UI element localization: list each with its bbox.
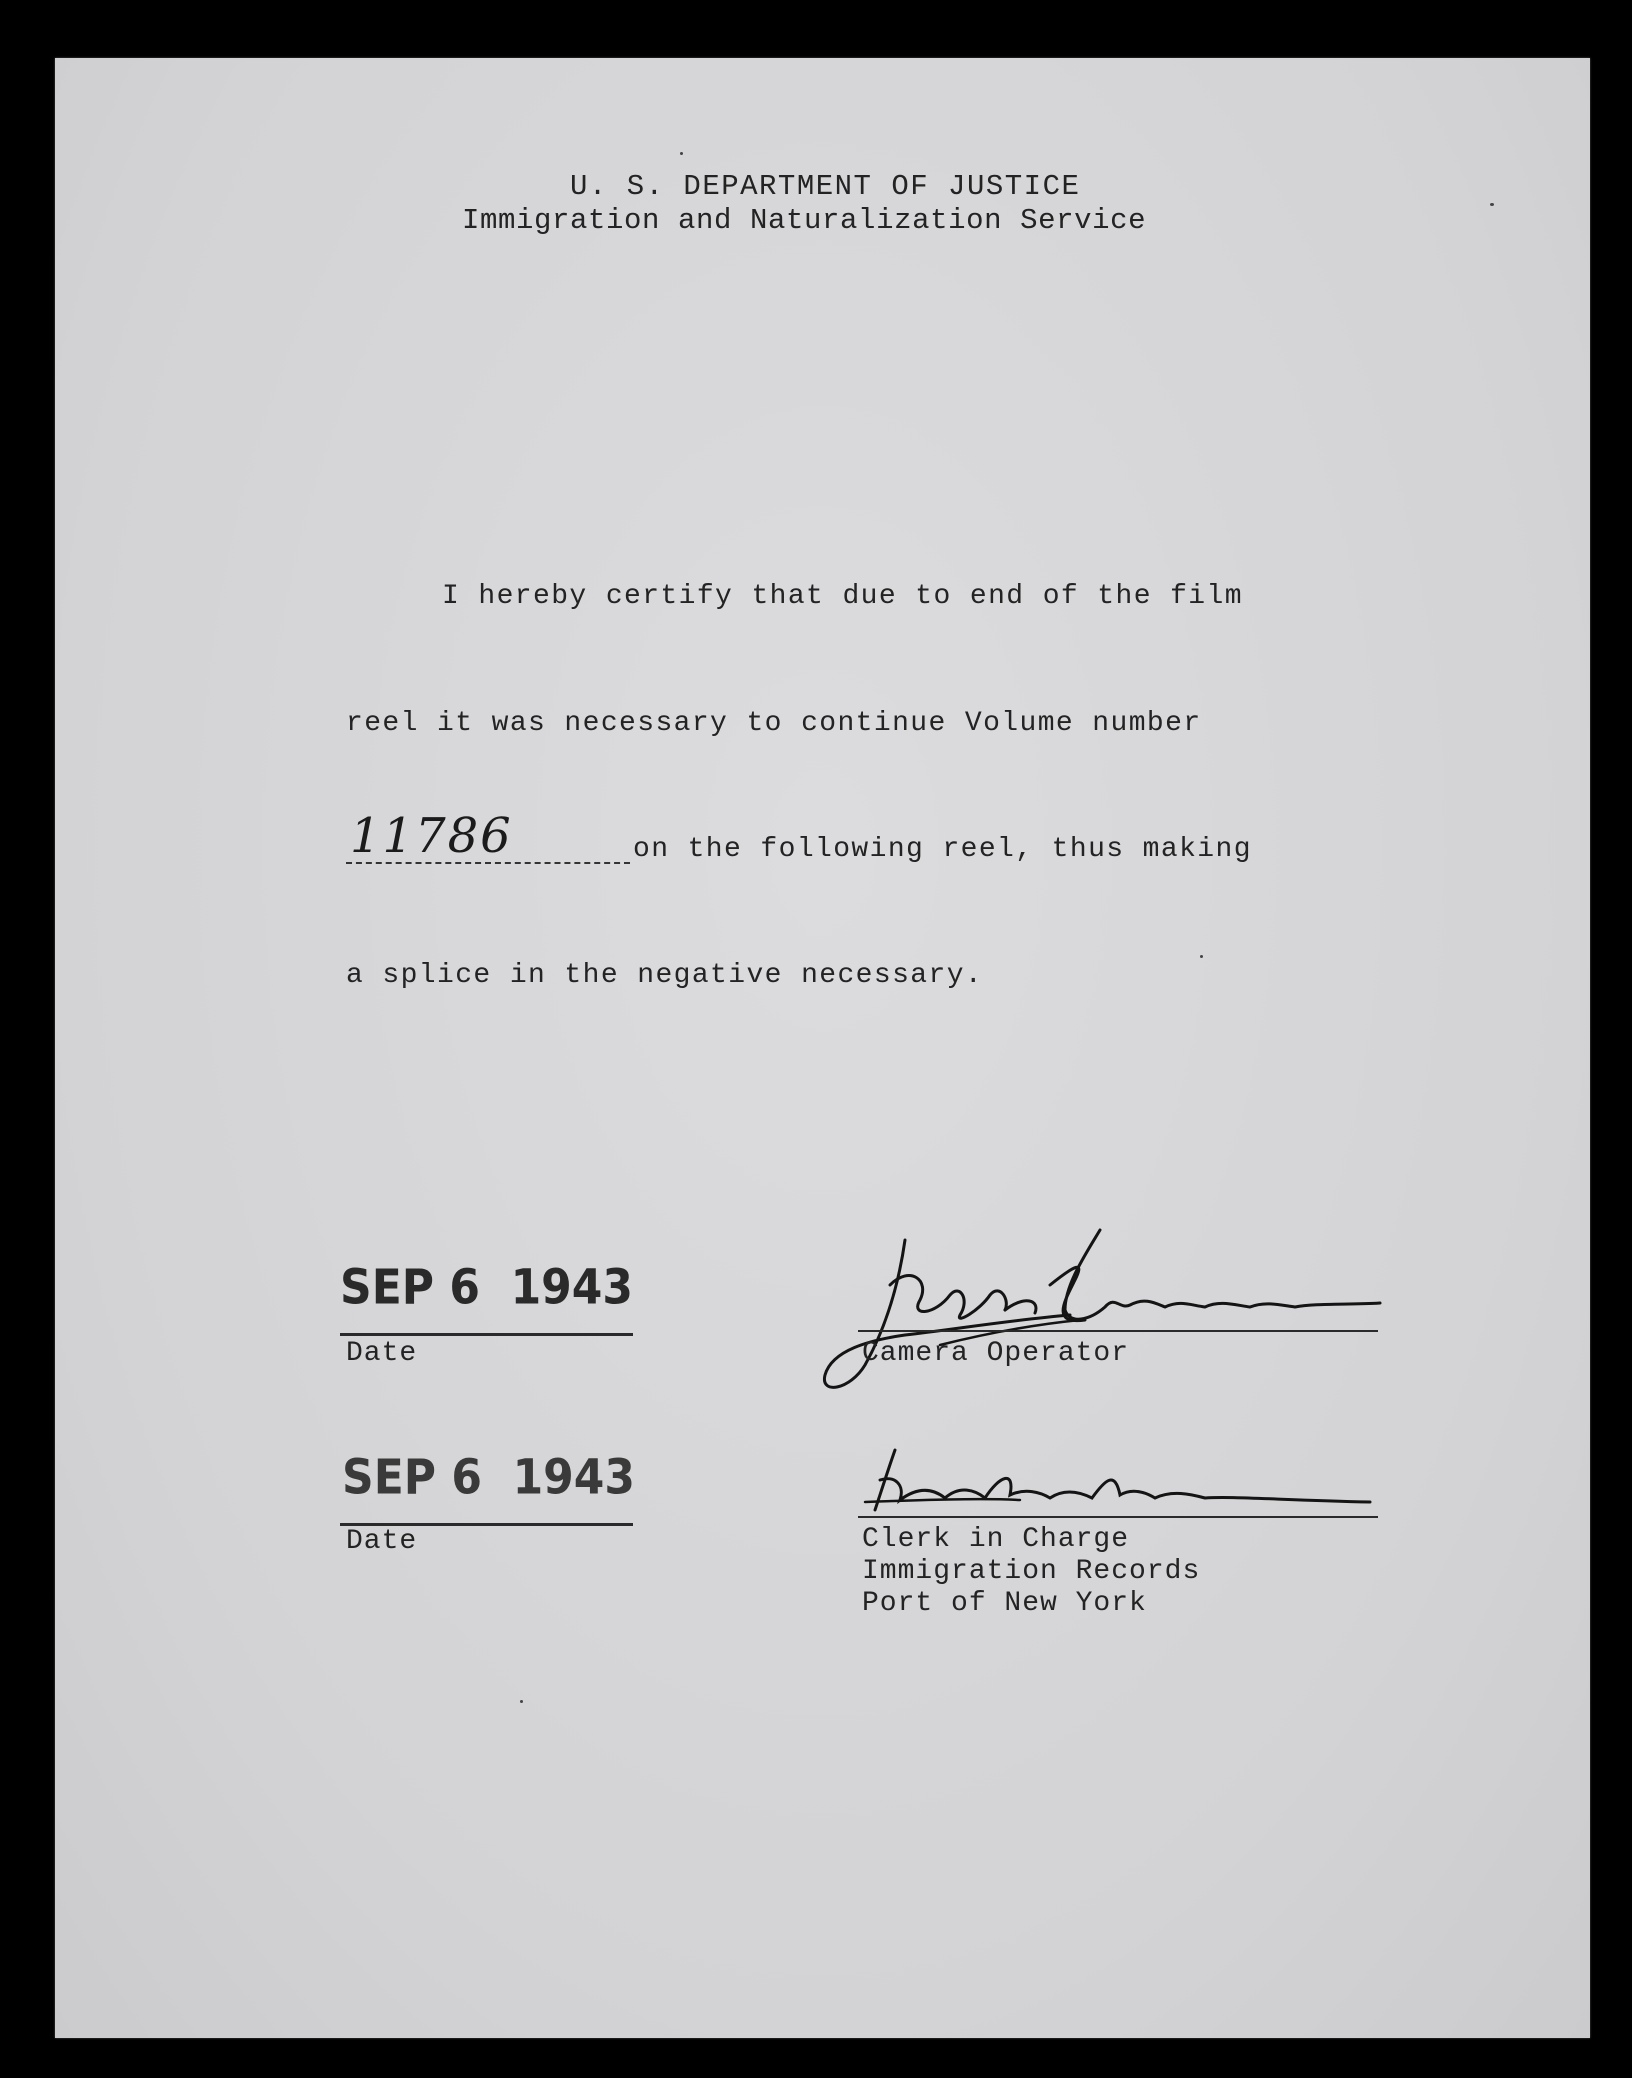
date-stamp-2: SEP 6 1943	[342, 1449, 636, 1506]
clerk-location-label: Port of New York	[862, 1588, 1147, 1619]
certificate-line-4: a splice in the negative necessary.	[346, 960, 984, 991]
volume-number-blank-line	[346, 862, 630, 864]
certificate-line-2: reel it was necessary to continue Volume number	[346, 708, 1202, 739]
paper-speck	[1200, 955, 1203, 958]
clerk-signature	[860, 1440, 1380, 1520]
clerk-signature-rule	[858, 1516, 1378, 1518]
clerk-title-label: Clerk in Charge	[862, 1524, 1130, 1555]
operator-signature-rule	[858, 1330, 1378, 1332]
date-rule-1	[340, 1333, 633, 1336]
camera-operator-label: Camera Operator	[862, 1338, 1130, 1369]
service-heading: Immigration and Naturalization Service	[462, 204, 1147, 237]
clerk-department-label: Immigration Records	[862, 1556, 1201, 1587]
volume-number-handwritten: 11786	[350, 808, 513, 864]
department-heading: U. S. DEPARTMENT OF JUSTICE	[570, 170, 1081, 203]
paper-speck	[680, 152, 683, 155]
certificate-line-3: on the following reel, thus making	[633, 834, 1252, 865]
date-stamp-1: SEP 6 1943	[340, 1259, 634, 1316]
document-page	[55, 58, 1590, 2038]
paper-speck	[520, 1700, 523, 1703]
certificate-line-1: I hereby certify that due to end of the film	[442, 581, 1243, 612]
date-label-2: Date	[346, 1526, 418, 1557]
date-label-1: Date	[346, 1338, 418, 1369]
camera-operator-signature	[810, 1225, 1390, 1405]
paper-speck	[1490, 203, 1494, 206]
